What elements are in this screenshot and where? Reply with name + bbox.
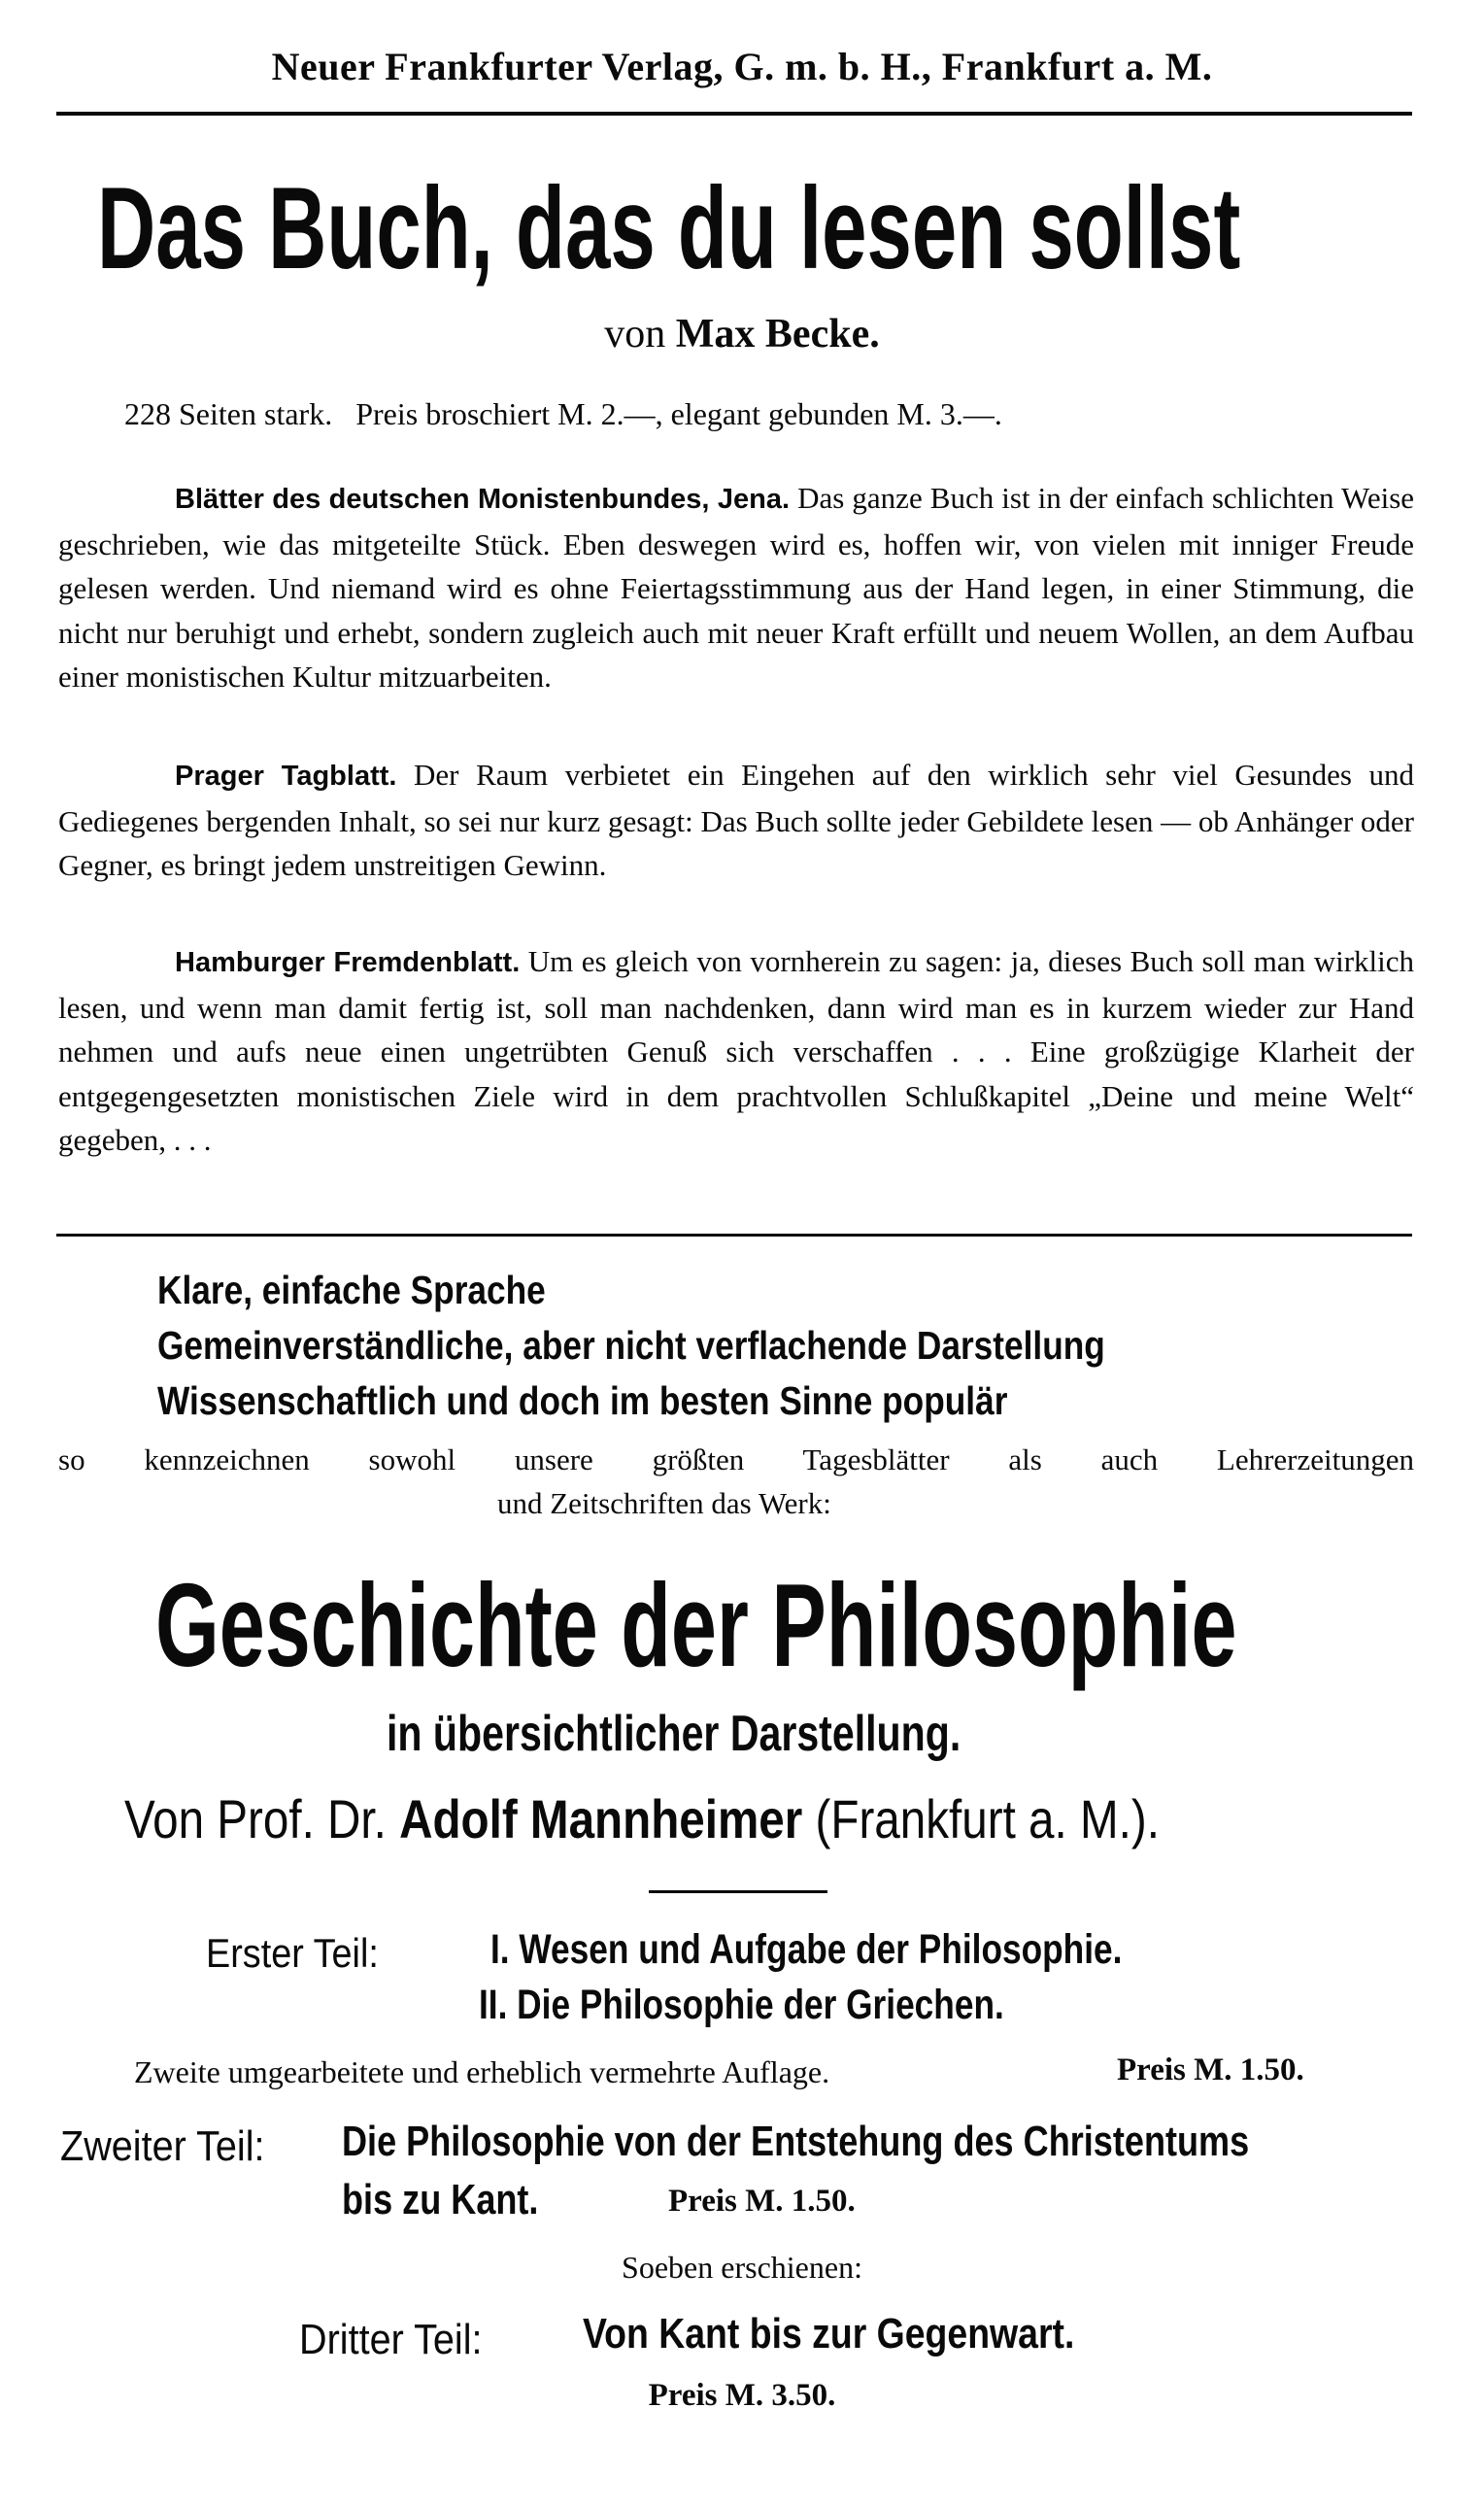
just-published: Soeben erschienen:: [622, 2250, 862, 2285]
review-source: Blätter des deutschen Monistenbundes, Jena.: [175, 484, 791, 515]
book2-author-prefix: Von Prof. Dr.: [124, 1788, 387, 1849]
publisher-header: Neuer Frankfurter Verlag, G. m. b. H., Frankfurt a. M.: [271, 45, 1213, 88]
part1-label: Erster Teil:: [206, 1930, 379, 1976]
review-2: [58, 753, 1414, 888]
feature-1: Klare, einfache Sprache: [157, 1268, 546, 1312]
book1-author: Max Becke.: [675, 312, 880, 356]
part2-price: Preis M. 1.50.: [668, 2184, 856, 2219]
features-note-line1: so kennzeichnen sowohl unsere größten Tagesblätter als auch Lehrerzeitungen: [58, 1442, 1414, 1476]
short-rule: [649, 1890, 827, 1893]
part1-item1: I. Wesen und Aufgabe der Philosophie.: [490, 1926, 1123, 1973]
review-text: Um es gleich von vornherein zu sagen: ja, dieses Buch soll man wirklich lesen, und wenn man damit fertig ist, soll man nachdenken, dann wird man es in kurzem wieder zur Hand nehmen und aufs neue einen ungetrübten Genuß sich verschaffen . . . Eine großzügige Klarheit der entgegengesetzten monistischen Ziele wird in dem prachtvollen Schlußkapitel „Deine und meine Welt“ gegeben, . . .: [58, 944, 1415, 1157]
book2-subtitle: in übersichtlicher Darstellung.: [387, 1706, 961, 1762]
part3-label: Dritter Teil:: [299, 2316, 483, 2363]
feature-3: Wissenschaftlich und doch im besten Sinne populär: [157, 1378, 1008, 1423]
review-text: Der Raum verbietet ein Eingehen auf den wirklich sehr viel Gesundes und Gediegenes bergenden Inhalt, so sei nur kurz gesagt: Das Buch sollte jeder Gebildete lesen — ob Anhänger oder Gegner, es bringt jedem unstreitigen Gewinn.: [58, 758, 1415, 882]
book1-details: 228 Seiten stark. Preis broschiert M. 2.—, elegant gebunden M. 3.—.: [124, 396, 1002, 431]
part3-title: Von Kant bis zur Gegenwart.: [583, 2310, 1075, 2357]
part1-price: Preis M. 1.50.: [1117, 2052, 1304, 2087]
part3-price: Preis M. 3.50.: [648, 2378, 836, 2413]
part2-line1: Die Philosophie von der Entstehung des Christentums: [342, 2118, 1250, 2165]
header-rule: [56, 112, 1412, 116]
book1-title: Das Buch, das du lesen sollst: [97, 163, 1241, 293]
part1-edition: Zweite umgearbeitete und erheblich vermehrte Auflage.: [134, 2054, 830, 2089]
part2-line2: bis zu Kant.: [342, 2176, 539, 2223]
book2-author: Adolf Mannheimer: [399, 1788, 803, 1849]
review-source: Hamburger Fremdenblatt.: [175, 947, 521, 978]
part2-label: Zweiter Teil:: [60, 2122, 265, 2170]
part1-item2: II. Die Philosophie der Griechen.: [479, 1982, 1004, 2028]
features-note-line2: und Zeitschriften das Werk:: [497, 1486, 831, 1520]
book2-author-line: [124, 1787, 1160, 1850]
book2-title: Geschichte der Philosophie: [155, 1559, 1237, 1691]
feature-2: Gemeinverständliche, aber nicht verflachende Darstellung: [157, 1323, 1105, 1368]
review-3: [58, 939, 1414, 1163]
book1-author-prefix: von: [604, 312, 666, 356]
book2-author-place: (Frankfurt a. M.).: [815, 1788, 1160, 1849]
section-rule: [56, 1234, 1412, 1237]
review-1: [58, 476, 1414, 699]
review-source: Prager Tagblatt.: [175, 761, 397, 792]
review-text: Das ganze Buch ist in der einfach schlichten Weise geschrieben, wie das mitgeteilte Stück. Eben deswegen wird es, hoffen wir, von vielen mit inniger Freude gelesen werden. Und niemand wird es ohne Feiertagsstimmung aus der Hand legen, in einer Stimmung, die nicht nur beruhigt und erhebt, sondern zugleich auch mit neuer Kraft erfüllt und neuem Wollen, an dem Aufbau einer monistischen Kultur mitzuarbeiten.: [58, 481, 1415, 694]
book1-author-line: [0, 311, 1484, 357]
